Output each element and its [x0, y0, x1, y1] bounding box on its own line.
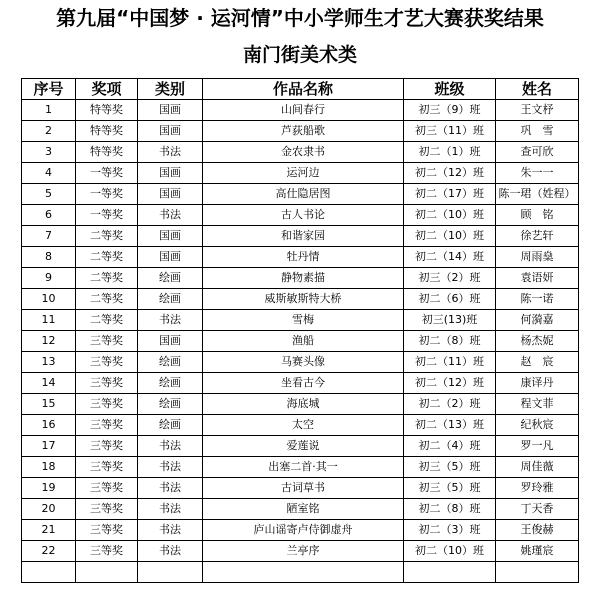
table-header-row — [22, 79, 579, 100]
cell-work-title: 太空 — [203, 415, 404, 436]
cell-category: 绘画 — [138, 352, 203, 373]
empty-cell — [496, 562, 579, 583]
column-header-class: 班级 — [404, 79, 496, 100]
table-row — [22, 289, 579, 310]
results-table — [21, 78, 579, 583]
cell-class: 初二（13）班 — [404, 415, 496, 436]
cell-name: 查可欣 — [496, 142, 579, 163]
cell-index: 14 — [22, 373, 76, 394]
cell-work-title: 运河边 — [203, 163, 404, 184]
cell-category: 书法 — [138, 478, 203, 499]
cell-name: 王俊赫 — [496, 520, 579, 541]
cell-index: 6 — [22, 205, 76, 226]
cell-award: 三等奖 — [76, 520, 138, 541]
table-row — [22, 436, 579, 457]
cell-award: 三等奖 — [76, 373, 138, 394]
table-row — [22, 247, 579, 268]
cell-category: 国画 — [138, 247, 203, 268]
cell-work-title: 山间春行 — [203, 100, 404, 121]
cell-name: 丁天香 — [496, 499, 579, 520]
cell-name: 陈一诺 — [496, 289, 579, 310]
cell-index: 18 — [22, 457, 76, 478]
column-header-award: 奖项 — [76, 79, 138, 100]
cell-work-title: 和谐家园 — [203, 226, 404, 247]
cell-name: 康译丹 — [496, 373, 579, 394]
cell-work-title: 兰亭序 — [203, 541, 404, 562]
cell-award: 一等奖 — [76, 163, 138, 184]
cell-class: 初二（12）班 — [404, 163, 496, 184]
cell-index: 5 — [22, 184, 76, 205]
table-row — [22, 121, 579, 142]
cell-name: 姚瑾宸 — [496, 541, 579, 562]
cell-class: 初二（3）班 — [404, 520, 496, 541]
table-row — [22, 184, 579, 205]
cell-index: 2 — [22, 121, 76, 142]
cell-award: 二等奖 — [76, 310, 138, 331]
empty-cell — [138, 562, 203, 583]
table-row — [22, 394, 579, 415]
cell-award: 特等奖 — [76, 121, 138, 142]
table-row — [22, 100, 579, 121]
cell-class: 初二（10）班 — [404, 205, 496, 226]
empty-cell — [76, 562, 138, 583]
cell-award: 三等奖 — [76, 478, 138, 499]
cell-class: 初二（1）班 — [404, 142, 496, 163]
table-row — [22, 205, 579, 226]
cell-name: 杨杰妮 — [496, 331, 579, 352]
empty-cell — [22, 562, 76, 583]
cell-index: 1 — [22, 100, 76, 121]
cell-work-title: 雪梅 — [203, 310, 404, 331]
column-header-index: 序号 — [22, 79, 76, 100]
cell-award: 一等奖 — [76, 184, 138, 205]
cell-award: 三等奖 — [76, 415, 138, 436]
cell-class: 初二（10）班 — [404, 541, 496, 562]
cell-index: 11 — [22, 310, 76, 331]
column-header-work-title: 作品名称 — [203, 79, 404, 100]
column-header-category: 类别 — [138, 79, 203, 100]
cell-award: 三等奖 — [76, 541, 138, 562]
cell-name: 纪秋宸 — [496, 415, 579, 436]
cell-class: 初二（8）班 — [404, 499, 496, 520]
table-row — [22, 310, 579, 331]
cell-name: 徐艺轩 — [496, 226, 579, 247]
table-body — [22, 100, 579, 583]
table-row — [22, 520, 579, 541]
cell-work-title: 海底城 — [203, 394, 404, 415]
cell-class: 初三（5）班 — [404, 457, 496, 478]
cell-work-title: 威斯敏斯特大桥 — [203, 289, 404, 310]
page-subtitle: 南门街美术类 — [242, 44, 357, 66]
table-row — [22, 226, 579, 247]
cell-class: 初三（9）班 — [404, 100, 496, 121]
cell-index: 7 — [22, 226, 76, 247]
cell-index: 10 — [22, 289, 76, 310]
cell-award: 三等奖 — [76, 457, 138, 478]
cell-award: 特等奖 — [76, 100, 138, 121]
cell-award: 三等奖 — [76, 436, 138, 457]
cell-award: 三等奖 — [76, 499, 138, 520]
cell-category: 国画 — [138, 100, 203, 121]
table-row — [22, 142, 579, 163]
cell-award: 二等奖 — [76, 268, 138, 289]
cell-index: 12 — [22, 331, 76, 352]
cell-name: 罗一凡 — [496, 436, 579, 457]
cell-work-title: 陋室铭 — [203, 499, 404, 520]
cell-category: 国画 — [138, 184, 203, 205]
cell-work-title: 古词草书 — [203, 478, 404, 499]
cell-work-title: 出塞二首·其一 — [203, 457, 404, 478]
cell-work-title: 马赛头像 — [203, 352, 404, 373]
cell-category: 绘画 — [138, 373, 203, 394]
cell-award: 二等奖 — [76, 289, 138, 310]
cell-award: 特等奖 — [76, 142, 138, 163]
table-row — [22, 457, 579, 478]
cell-category: 书法 — [138, 142, 203, 163]
table-row — [22, 478, 579, 499]
table-row — [22, 373, 579, 394]
cell-index: 13 — [22, 352, 76, 373]
empty-cell — [404, 562, 496, 583]
table-row — [22, 331, 579, 352]
table-row — [22, 415, 579, 436]
cell-category: 书法 — [138, 457, 203, 478]
cell-work-title: 庐山谣寄卢侍御虚舟 — [203, 520, 404, 541]
table-row — [22, 163, 579, 184]
cell-class: 初三(13)班 — [404, 310, 496, 331]
cell-class: 初二（6）班 — [404, 289, 496, 310]
cell-name: 王文杼 — [496, 100, 579, 121]
cell-work-title: 芦荻船歌 — [203, 121, 404, 142]
table-row — [22, 268, 579, 289]
cell-category: 国画 — [138, 331, 203, 352]
cell-work-title: 牡丹情 — [203, 247, 404, 268]
cell-work-title: 高仕隐居图 — [203, 184, 404, 205]
cell-work-title: 坐看古今 — [203, 373, 404, 394]
cell-category: 国画 — [138, 163, 203, 184]
cell-name: 顾 铭 — [496, 205, 579, 226]
cell-index: 17 — [22, 436, 76, 457]
cell-index: 20 — [22, 499, 76, 520]
cell-work-title: 爱莲说 — [203, 436, 404, 457]
cell-name: 巩 雪 — [496, 121, 579, 142]
table-row — [22, 541, 579, 562]
cell-award: 一等奖 — [76, 205, 138, 226]
cell-work-title: 静物素描 — [203, 268, 404, 289]
cell-class: 初二（11）班 — [404, 352, 496, 373]
cell-award: 三等奖 — [76, 394, 138, 415]
empty-table-row — [22, 562, 579, 583]
cell-index: 15 — [22, 394, 76, 415]
cell-index: 16 — [22, 415, 76, 436]
cell-index: 22 — [22, 541, 76, 562]
cell-class: 初三（2）班 — [404, 268, 496, 289]
cell-index: 4 — [22, 163, 76, 184]
page-title: 第九届“中国梦 · 运河情”中小学师生才艺大赛获奖结果 — [56, 6, 544, 30]
cell-category: 绘画 — [138, 394, 203, 415]
cell-category: 绘画 — [138, 268, 203, 289]
cell-index: 3 — [22, 142, 76, 163]
cell-name: 罗玲雅 — [496, 478, 579, 499]
cell-name: 何漪嘉 — [496, 310, 579, 331]
cell-index: 8 — [22, 247, 76, 268]
cell-work-title: 金农隶书 — [203, 142, 404, 163]
cell-index: 19 — [22, 478, 76, 499]
cell-name: 周佳薇 — [496, 457, 579, 478]
cell-category: 绘画 — [138, 415, 203, 436]
cell-class: 初二（4）班 — [404, 436, 496, 457]
cell-class: 初二（12）班 — [404, 373, 496, 394]
cell-class: 初二（10）班 — [404, 226, 496, 247]
cell-work-title: 渔船 — [203, 331, 404, 352]
cell-class: 初二（17）班 — [404, 184, 496, 205]
cell-category: 书法 — [138, 541, 203, 562]
column-header-name: 姓名 — [496, 79, 579, 100]
empty-cell — [203, 562, 404, 583]
cell-class: 初二（8）班 — [404, 331, 496, 352]
cell-class: 初二（14）班 — [404, 247, 496, 268]
cell-name: 袁语妍 — [496, 268, 579, 289]
cell-name: 朱一一 — [496, 163, 579, 184]
cell-category: 书法 — [138, 205, 203, 226]
cell-award: 二等奖 — [76, 247, 138, 268]
table-row — [22, 499, 579, 520]
cell-category: 国画 — [138, 121, 203, 142]
cell-category: 书法 — [138, 310, 203, 331]
table-row — [22, 352, 579, 373]
cell-award: 三等奖 — [76, 352, 138, 373]
cell-category: 书法 — [138, 520, 203, 541]
cell-class: 初二（2）班 — [404, 394, 496, 415]
cell-index: 21 — [22, 520, 76, 541]
cell-index: 9 — [22, 268, 76, 289]
cell-name: 程文菲 — [496, 394, 579, 415]
cell-category: 绘画 — [138, 289, 203, 310]
cell-class: 初三（11）班 — [404, 121, 496, 142]
cell-award: 三等奖 — [76, 331, 138, 352]
cell-category: 书法 — [138, 499, 203, 520]
cell-category: 书法 — [138, 436, 203, 457]
cell-name: 周雨燊 — [496, 247, 579, 268]
cell-name: 陈一珺（姓程） — [496, 184, 579, 205]
cell-work-title: 古人书论 — [203, 205, 404, 226]
cell-award: 二等奖 — [76, 226, 138, 247]
cell-name: 赵 宸 — [496, 352, 579, 373]
cell-category: 国画 — [138, 226, 203, 247]
cell-class: 初三（5）班 — [404, 478, 496, 499]
